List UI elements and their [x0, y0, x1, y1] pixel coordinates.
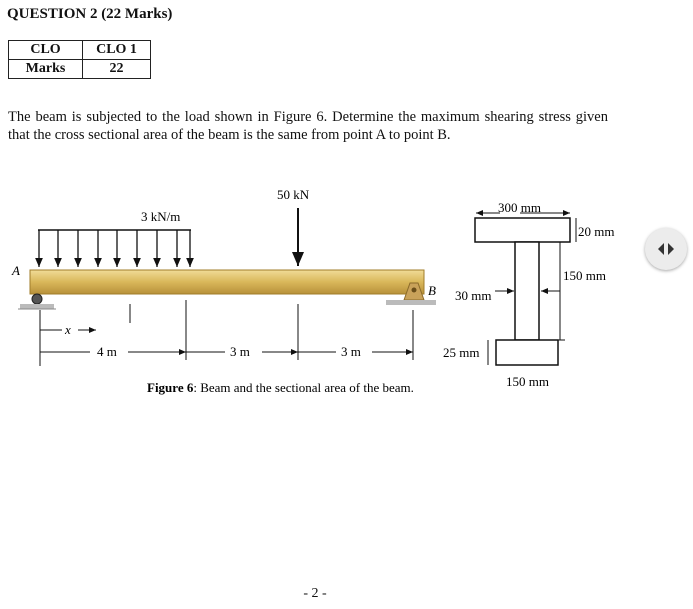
- dim-web-thickness: 30 mm: [455, 288, 492, 303]
- x-label: x: [65, 322, 71, 337]
- support-a-label: A: [12, 263, 20, 278]
- web: [515, 242, 539, 340]
- distributed-load-label: 3 kN/m: [141, 209, 181, 224]
- support-b-label: B: [428, 283, 436, 298]
- dim-web-height: 150 mm: [563, 268, 606, 283]
- clo-table: [8, 40, 151, 79]
- caption-label: Figure 6: [147, 380, 194, 395]
- beam-figure: [0, 180, 630, 405]
- table-row: [9, 60, 151, 79]
- point-load: [277, 187, 310, 266]
- dim-bottom-width: 150 mm: [506, 374, 549, 389]
- marks-label: Marks: [9, 60, 83, 79]
- clo-label: CLO: [9, 41, 83, 60]
- distributed-load: [38, 209, 191, 267]
- dim-flange-thickness: 20 mm: [578, 224, 615, 239]
- problem-statement: The beam is subjected to the load shown in Figure 6. Determine the maximum shearing stress given that the cross sectional area of the beam is the same from point A to point B.: [8, 109, 608, 143]
- clo-value: CLO 1: [83, 41, 151, 60]
- top-flange: [475, 218, 570, 242]
- question-heading: QUESTION 2 (22 Marks): [7, 6, 173, 22]
- bottom-flange: [496, 340, 558, 365]
- table-row: [9, 41, 151, 60]
- span-1-label: 4 m: [97, 344, 117, 359]
- span-2-label: 3 m: [230, 344, 250, 359]
- caption-text: : Beam and the sectional area of the beam.: [193, 380, 414, 395]
- beam: [30, 270, 424, 294]
- span-3-label: 3 m: [341, 344, 361, 359]
- dim-flange-width: 300 mm: [498, 200, 541, 215]
- x-coordinate: [40, 322, 96, 337]
- page-nav-button[interactable]: [645, 228, 687, 270]
- left-right-arrows-icon: [657, 242, 675, 256]
- figure-caption: [147, 380, 414, 395]
- marks-value: 22: [83, 60, 151, 79]
- page-number: - 2 -: [303, 586, 327, 601]
- point-load-label: 50 kN: [277, 187, 310, 202]
- dim-bottom-thickness: 25 mm: [443, 345, 480, 360]
